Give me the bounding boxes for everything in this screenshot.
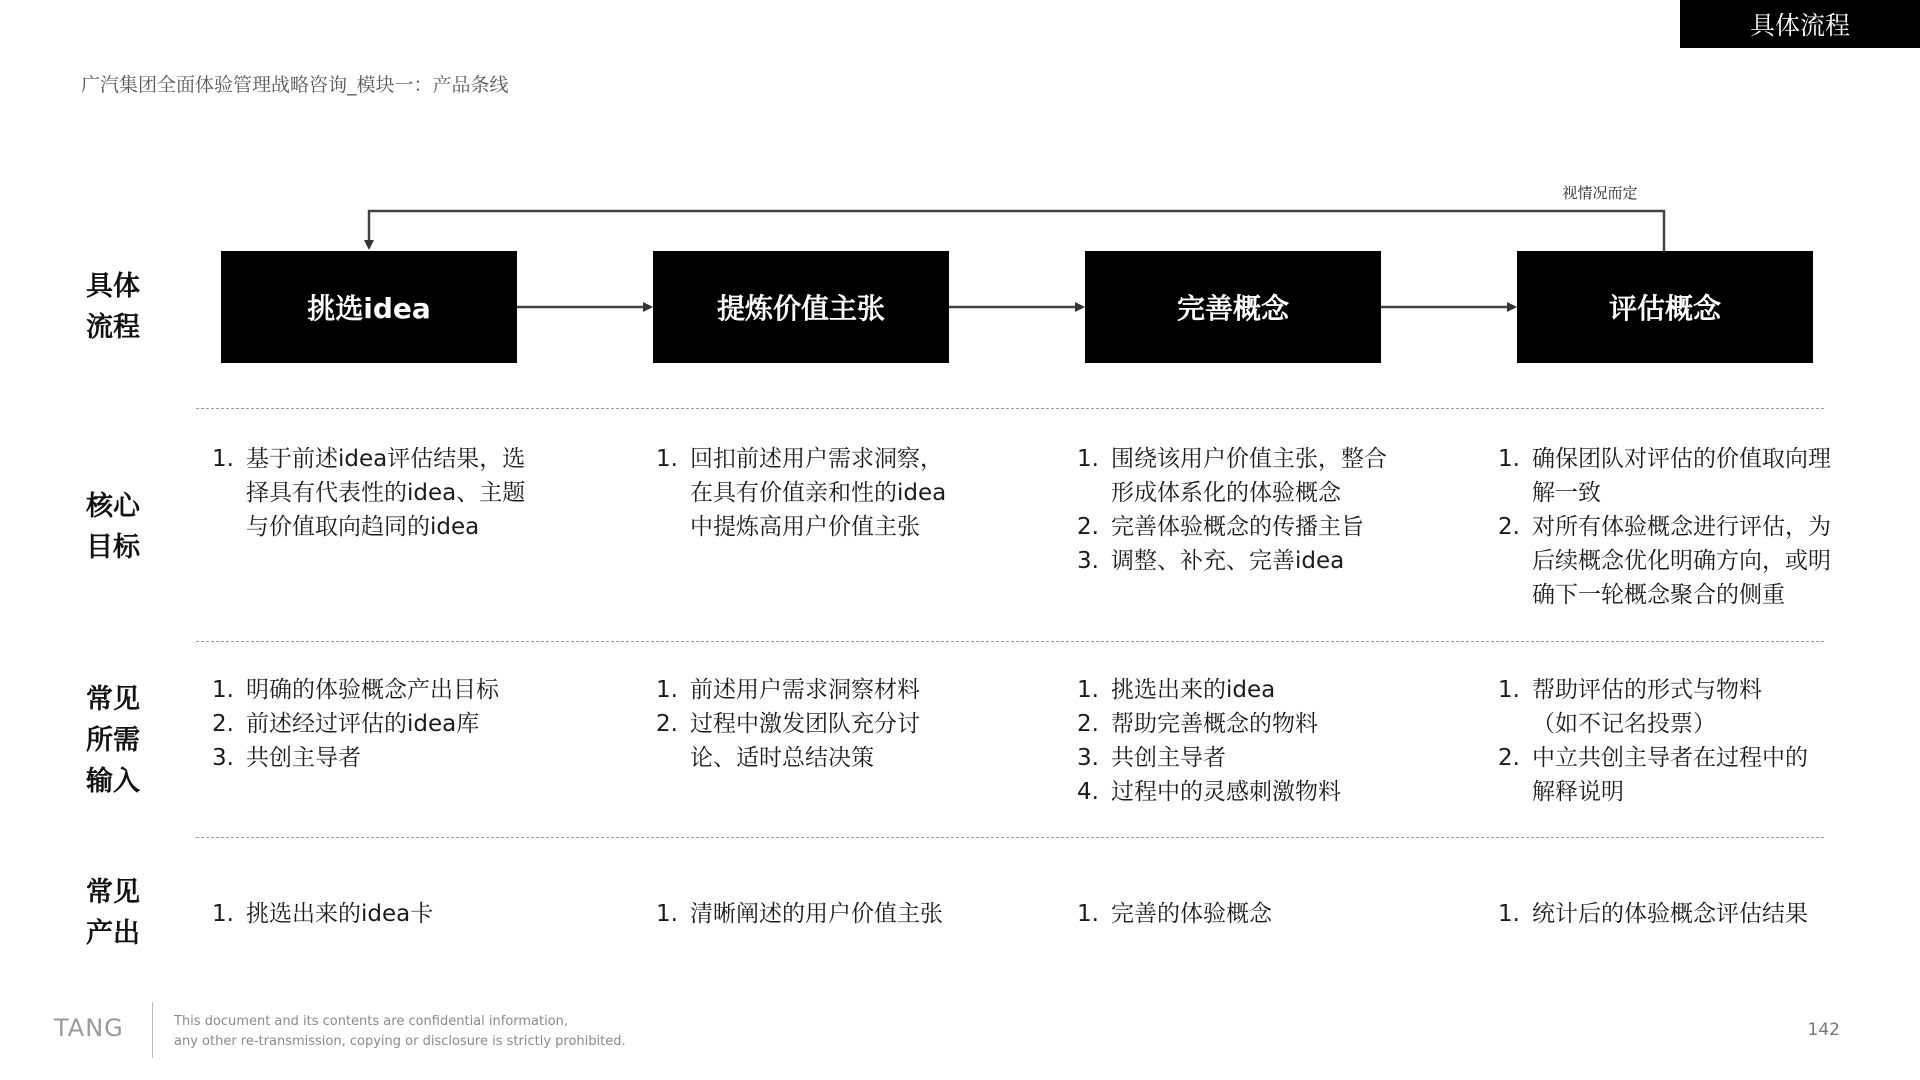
- confidentiality-line: any other re-transmission, copying or disclosure is strictly prohibited.: [174, 1034, 626, 1049]
- input-cell-refine-value: [656, 673, 1026, 775]
- row-divider: [196, 408, 1824, 409]
- list-item: 3. 共创主导者: [212, 745, 361, 771]
- list-item: 4. 过程中的灵感刺激物料: [1077, 779, 1341, 805]
- row-label-line: 常见: [86, 684, 140, 715]
- output-cell-refine-concept: [1077, 897, 1447, 931]
- list-item: 2. 中立共创主导者在过程中的 解释说明: [1498, 745, 1808, 805]
- input-cell-refine-concept: [1077, 673, 1447, 809]
- goal-cell-refine-value: [656, 442, 1026, 544]
- loop-label: 视情况而定: [1562, 184, 1638, 202]
- list-item: 2. 过程中激发团队充分讨 论、适时总结决策: [656, 711, 920, 771]
- row-label-process: [86, 266, 140, 348]
- goal-cell-select-idea: [212, 442, 582, 544]
- list-item: 1. 围绕该用户价值主张，整合 形成体系化的体验概念: [1077, 446, 1387, 506]
- input-cell-select-idea: [212, 673, 582, 775]
- list-item: 2. 帮助完善概念的物料: [1077, 711, 1318, 737]
- list-item: 1. 帮助评估的形式与物料 （如不记名投票）: [1498, 677, 1762, 737]
- input-cell-evaluate-concept: [1498, 673, 1868, 809]
- list-item: 1. 挑选出来的idea卡: [212, 901, 434, 927]
- list-item: 2. 完善体验概念的传播主旨: [1077, 514, 1364, 540]
- document-title: 广汽集团全面体验管理战略咨询_模块一：产品条线: [81, 74, 509, 96]
- row-label-line: 输入: [86, 766, 140, 797]
- goal-cell-evaluate-concept: [1498, 442, 1868, 612]
- row-label-input: [86, 679, 140, 802]
- row-label-line: 常见: [86, 877, 140, 908]
- list-item: 2. 对所有体验概念进行评估，为 后续概念优化明确方向，或明 确下一轮概念聚合的侧重: [1498, 514, 1831, 608]
- row-label-line: 产出: [86, 918, 140, 949]
- row-label-line: 核心: [86, 491, 140, 522]
- list-item: 2. 前述经过评估的idea库: [212, 711, 480, 737]
- list-item: 1. 清晰阐述的用户价值主张: [656, 901, 943, 927]
- list-item: 1. 挑选出来的idea: [1077, 677, 1276, 703]
- step-box-evaluate-concept: 评估概念: [1517, 251, 1813, 363]
- goal-cell-refine-concept: [1077, 442, 1447, 578]
- row-label-goal: [86, 486, 140, 568]
- page-number: 142: [1807, 1020, 1840, 1040]
- output-cell-evaluate-concept: [1498, 897, 1868, 931]
- list-item: 1. 前述用户需求洞察材料: [656, 677, 920, 703]
- list-item: 1. 确保团队对评估的价值取向理 解一致: [1498, 446, 1831, 506]
- confidentiality-line: This document and its contents are confidential information,: [174, 1014, 569, 1029]
- row-divider: [196, 837, 1824, 838]
- list-item: 3. 共创主导者: [1077, 745, 1226, 771]
- step-box-refine-value: 提炼价值主张: [653, 251, 949, 363]
- list-item: 1. 明确的体验概念产出目标: [212, 677, 499, 703]
- row-label-line: 具体: [86, 271, 140, 302]
- list-item: 1. 统计后的体验概念评估结果: [1498, 901, 1808, 927]
- row-label-line: 目标: [86, 532, 140, 563]
- footer-separator: [152, 1002, 153, 1058]
- output-cell-select-idea: [212, 897, 582, 931]
- step-box-select-idea: 挑选idea: [221, 251, 517, 363]
- output-cell-refine-value: [656, 897, 1026, 931]
- list-item: 1. 回扣前述用户需求洞察， 在具有价值亲和性的idea 中提炼高用户价值主张: [656, 446, 947, 540]
- row-divider: [196, 641, 1824, 642]
- step-box-refine-concept: 完善概念: [1085, 251, 1381, 363]
- brand-logo: TANG: [54, 1014, 124, 1042]
- row-label-output: [86, 872, 140, 954]
- loop-back-arrow: [369, 211, 1664, 251]
- confidentiality-note: [174, 1012, 626, 1052]
- row-label-line: 流程: [86, 312, 140, 343]
- section-tag: 具体流程: [1680, 0, 1920, 48]
- list-item: 1. 完善的体验概念: [1077, 901, 1272, 927]
- list-item: 1. 基于前述idea评估结果，选 择具有代表性的idea、主题 与价值取向趋同的idea: [212, 446, 526, 540]
- row-label-line: 所需: [86, 725, 140, 756]
- list-item: 3. 调整、补充、完善idea: [1077, 548, 1345, 574]
